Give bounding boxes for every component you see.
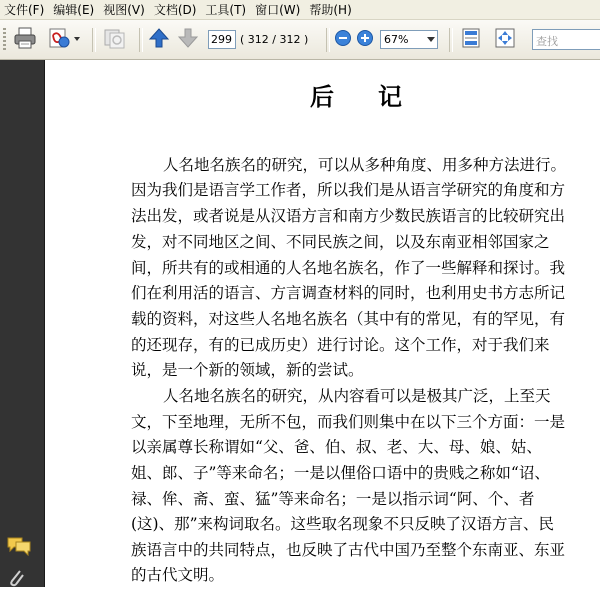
collaborate-icon [101, 27, 129, 53]
zoom-in-icon [356, 29, 374, 51]
zoom-in-button[interactable] [355, 29, 375, 51]
page-title: 后记 [310, 82, 446, 111]
menu-help[interactable]: 帮助(H) [309, 2, 352, 17]
toolbar-separator [326, 28, 330, 52]
previous-page-button[interactable] [147, 29, 171, 51]
fit-page-icon [493, 27, 517, 53]
fit-page-button[interactable] [492, 29, 518, 51]
menu-bar [0, 0, 600, 20]
create-pdf-button[interactable] [46, 29, 82, 51]
print-button[interactable] [12, 29, 38, 51]
text-line: 的古代文明。 [131, 566, 225, 584]
menu-view[interactable]: 视图(V) [103, 2, 145, 17]
page-count: ( 312 / 312 ) [240, 33, 309, 46]
search-field[interactable] [532, 29, 600, 50]
toolbar-grip[interactable] [3, 28, 6, 52]
text-line: 姐、郎、子”等来命名；一是以俚俗口语中的贵贱之称如“诏、 [131, 464, 550, 482]
text-line: 间，所共有的或相通的人名地名族名，作了一些解释和探讨。我 [131, 259, 566, 277]
attachments-icon[interactable] [6, 568, 28, 594]
menu-file[interactable]: 文件(F) [4, 2, 45, 17]
navigation-pane [0, 60, 45, 587]
document-view[interactable] [45, 60, 600, 587]
text-line: 因为我们是语言学工作者，所以我们是从语言学研究的角度和方 [131, 181, 566, 199]
previous-page-icon [148, 27, 170, 53]
collaborate-button[interactable] [100, 29, 130, 51]
menu-document[interactable]: 文档(D) [153, 2, 197, 17]
zoom-out-button[interactable] [333, 29, 353, 51]
fit-width-icon [459, 27, 483, 53]
zoom-select[interactable] [380, 30, 438, 49]
fit-width-button[interactable] [458, 29, 484, 51]
text-line: 发，对不同地区之间、不同民族之间，以及东南亚相邻国家之 [131, 233, 550, 251]
menu-edit[interactable]: 编辑(E) [53, 2, 95, 17]
text-line: 人名地名族名的研究，可以从多种角度、用多种方法进行。 [163, 156, 567, 174]
next-page-button[interactable] [176, 29, 200, 51]
create-pdf-icon [47, 27, 81, 53]
printer-icon [13, 27, 37, 53]
zoom-out-icon [334, 29, 352, 51]
comments-icon[interactable] [6, 536, 32, 560]
page-number-input[interactable] [208, 30, 236, 49]
text-line: 人名地名族名的研究，从内容看可以是极其广泛，上至天 [163, 387, 551, 405]
menu-tools[interactable]: 工具(T) [205, 2, 247, 17]
text-line: 禄、侔、斋、蛮、猛”等来命名；一是以指示词“阿、个、者 [131, 490, 535, 508]
search-input[interactable] [533, 32, 599, 51]
text-line: 们在利用活的语言、方言调查材料的同时，也利用史书方志所记 [131, 284, 566, 302]
zoom-input[interactable] [381, 31, 425, 48]
next-page-icon [177, 27, 199, 53]
text-line: 的还现存，有的已成历史）进行讨论。这个工作，对于我们来 [131, 336, 550, 354]
text-line: 载的资料，对这些人名地名族名（其中有的常见，有的罕见，有 [131, 310, 566, 328]
menu-window[interactable]: 窗口(W) [255, 2, 301, 17]
text-line: 以亲属尊长称谓如“父、爸、伯、叔、老、大、母、娘、姑、 [131, 438, 542, 456]
text-line: 说，是一个新的领域，新的尝试。 [131, 361, 364, 379]
text-line: 文，下至地理，无所不包，而我们则集中在以下三个方面：一是 [131, 413, 566, 431]
chevron-down-icon[interactable] [424, 31, 437, 48]
text-line: (这)、那”来构词取名。这些取名现象不只反映了汉语方言、民 [131, 515, 555, 533]
text-line: 法出发，或者说是从汉语方言和南方少数民族语言的比较研究出 [131, 207, 566, 225]
toolbar-separator [92, 28, 96, 52]
toolbar-separator [139, 28, 143, 52]
toolbar-separator [449, 28, 453, 52]
toolbar [0, 20, 600, 60]
text-line: 族语言中的共同特点，也反映了古代中国乃至整个东南亚、东亚 [131, 541, 566, 559]
